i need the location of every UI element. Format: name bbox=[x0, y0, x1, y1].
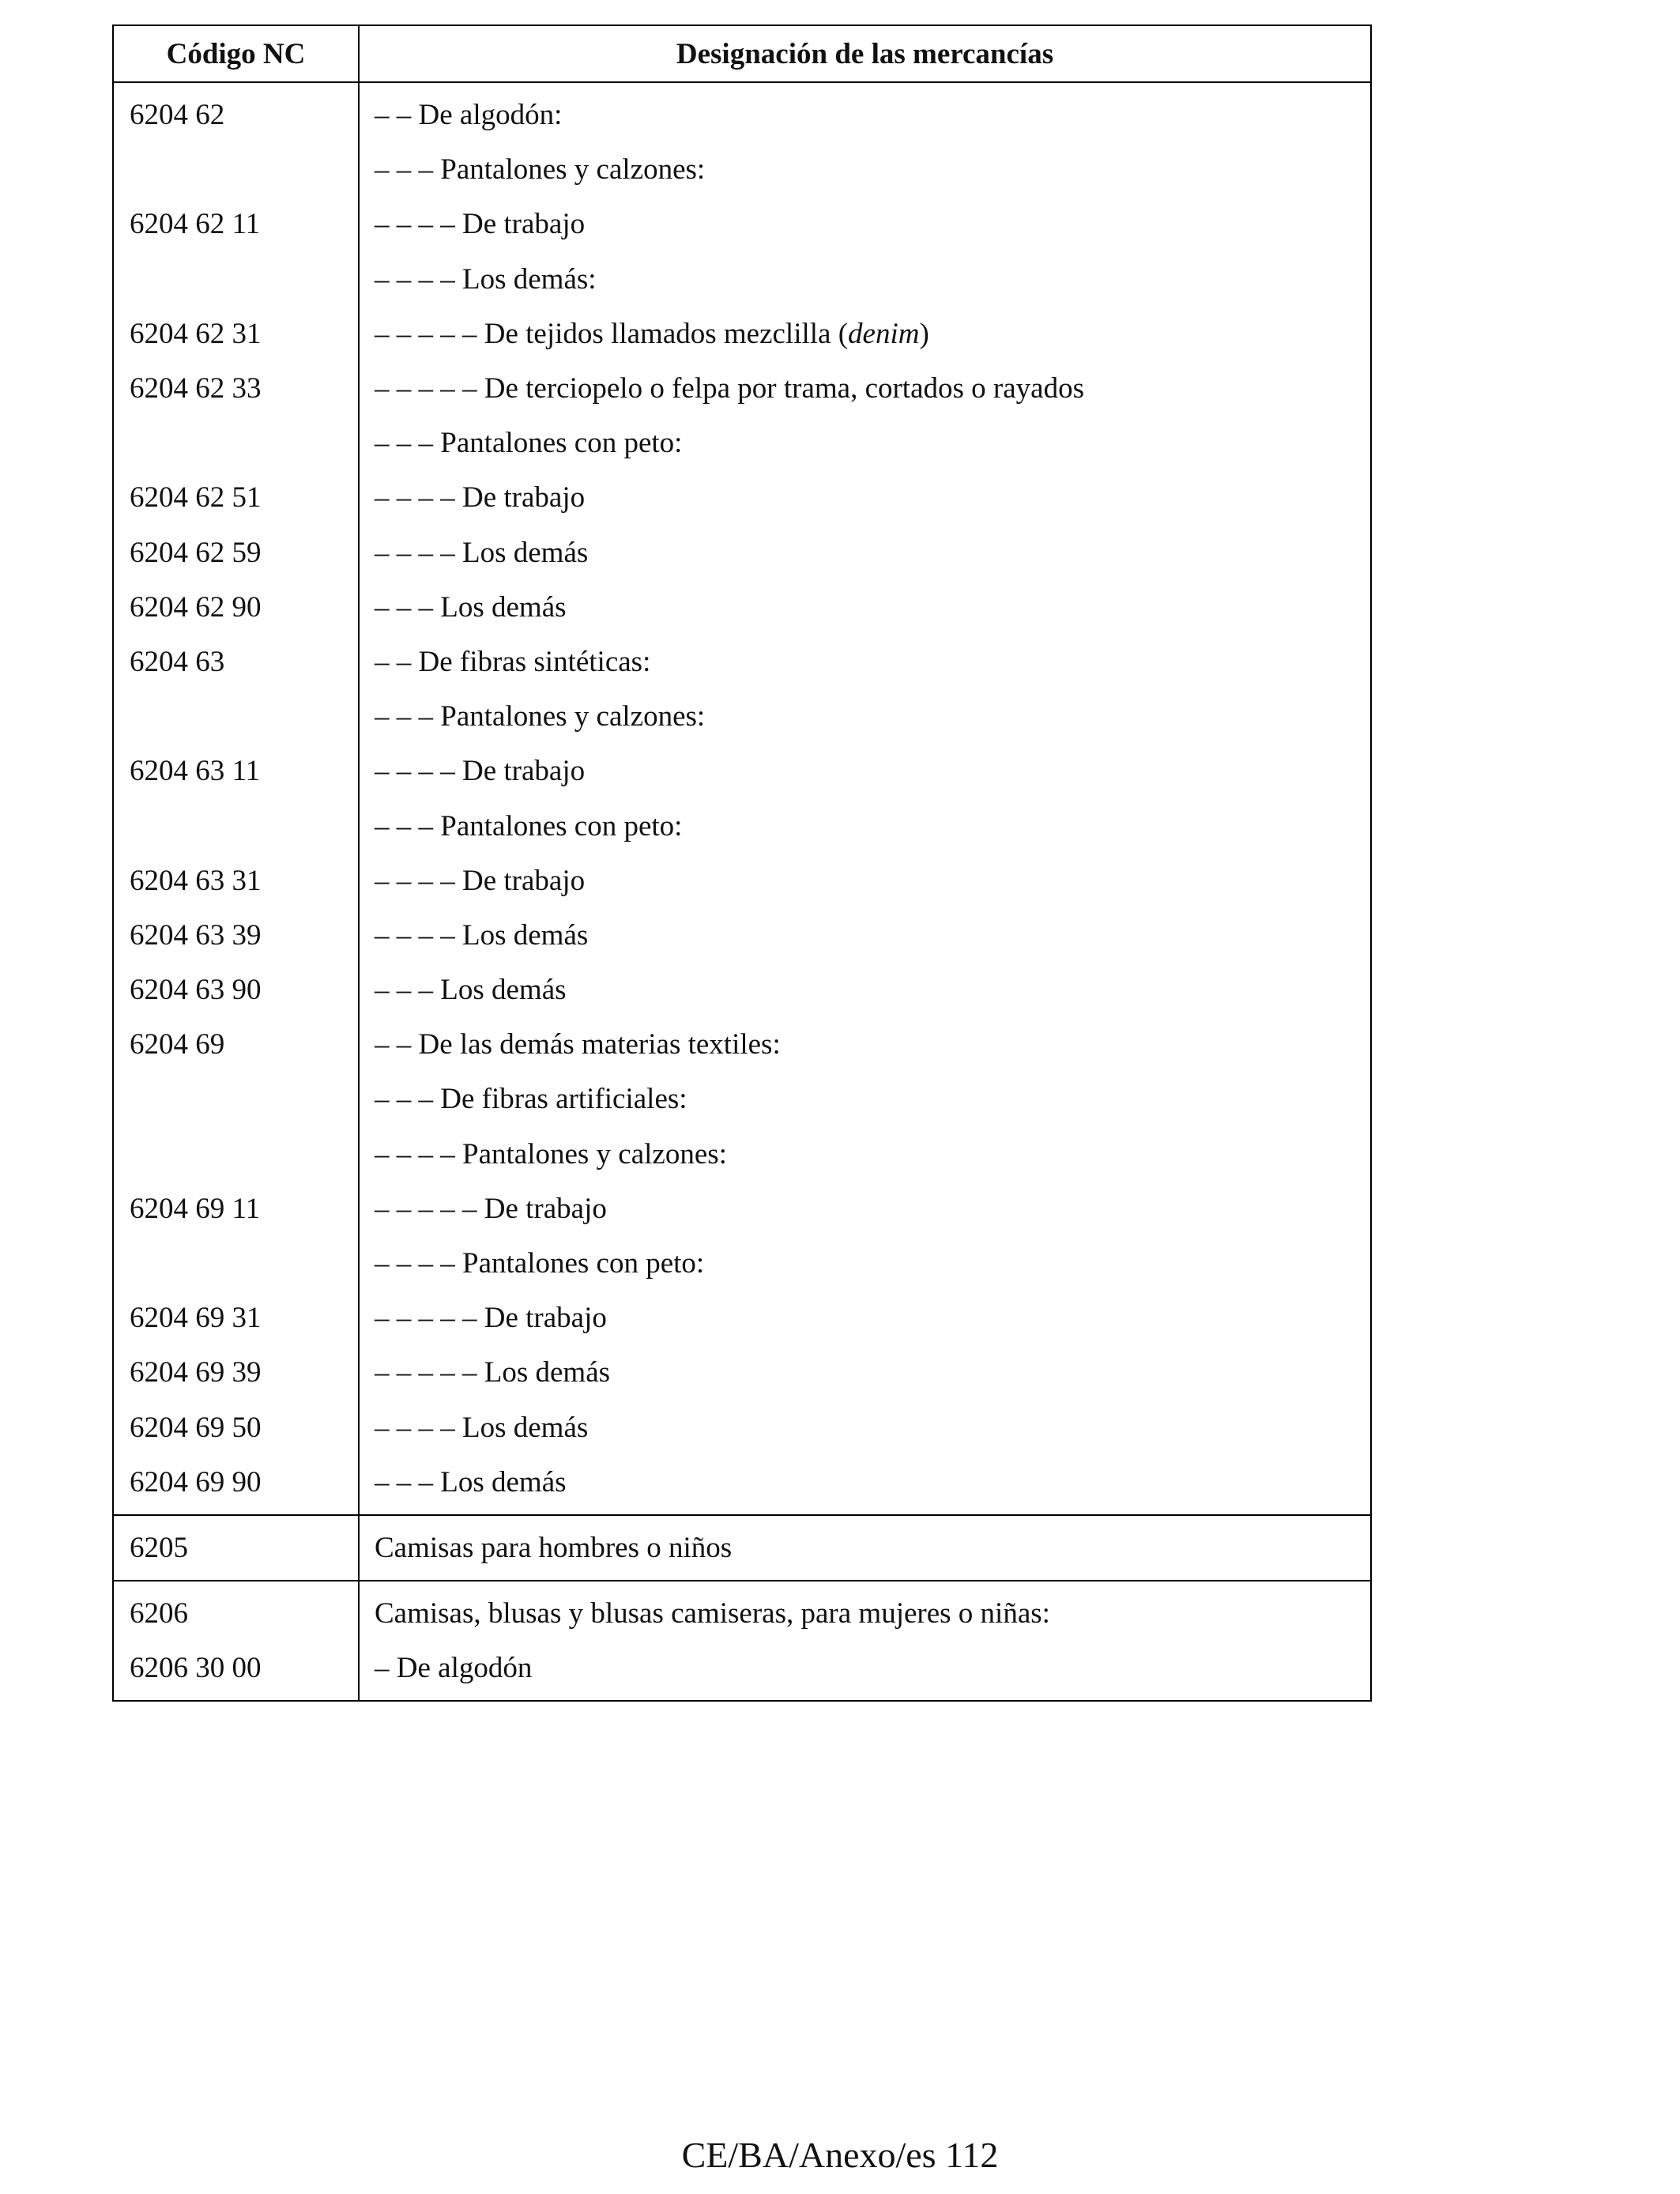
designation-text: – – – – Los demás bbox=[375, 1411, 589, 1444]
designation-cell bbox=[359, 689, 1371, 744]
table-row bbox=[113, 1072, 1371, 1126]
designation-text: – – – Los demás bbox=[375, 974, 567, 1007]
designation-cell bbox=[359, 1400, 1371, 1455]
table-row bbox=[113, 142, 1371, 197]
designation-text: – De algodón bbox=[375, 1652, 533, 1685]
designation-text: – – – – – De tejidos llamados mezclilla ( bbox=[375, 317, 849, 350]
cn-code-cell: 6204 62 90 bbox=[113, 580, 359, 635]
header-code: Código NC bbox=[113, 25, 359, 82]
designation-cell bbox=[359, 1581, 1371, 1641]
designation-text: – – – Pantalones y calzones: bbox=[375, 153, 706, 187]
designation-text: – – – De fibras artificiales: bbox=[375, 1083, 687, 1116]
cn-code-cell bbox=[113, 798, 359, 853]
table-row bbox=[113, 1236, 1371, 1291]
cn-code-cell: 6205 bbox=[113, 1515, 359, 1581]
designation-cell bbox=[359, 197, 1371, 251]
tariff-table bbox=[112, 25, 1372, 1702]
table-group bbox=[113, 1581, 1371, 1701]
table-row bbox=[113, 798, 1371, 853]
cn-code-cell: 6204 63 11 bbox=[113, 744, 359, 798]
cn-code-cell: 6204 69 bbox=[113, 1017, 359, 1072]
cn-code-cell: 6204 69 11 bbox=[113, 1182, 359, 1236]
table-row bbox=[113, 1017, 1371, 1072]
cn-code-cell bbox=[113, 689, 359, 744]
table-header bbox=[113, 25, 1371, 82]
designation-text-suffix: ) bbox=[919, 317, 929, 350]
designation-text: – – – – Los demás bbox=[375, 536, 589, 569]
designation-cell bbox=[359, 908, 1371, 963]
designation-cell bbox=[359, 1641, 1371, 1701]
designation-text: – – – Pantalones con peto: bbox=[375, 427, 683, 460]
cn-code-cell: 6204 62 11 bbox=[113, 197, 359, 251]
designation-text: – – – – De trabajo bbox=[375, 864, 586, 897]
designation-text: – – – Los demás bbox=[375, 1465, 567, 1498]
cn-code-cell: 6204 63 bbox=[113, 635, 359, 689]
designation-cell bbox=[359, 798, 1371, 853]
cn-code-cell bbox=[113, 1236, 359, 1291]
designation-cell bbox=[359, 526, 1371, 580]
designation-text: – – De algodón: bbox=[375, 99, 563, 132]
designation-text: – – – Los demás bbox=[375, 590, 567, 624]
table-row bbox=[113, 197, 1371, 251]
designation-cell bbox=[359, 470, 1371, 525]
cn-code-cell bbox=[113, 142, 359, 197]
table-row bbox=[113, 82, 1371, 142]
table-row bbox=[113, 307, 1371, 361]
designation-text: – – – – De trabajo bbox=[375, 755, 586, 788]
designation-cell bbox=[359, 1455, 1371, 1515]
designation-cell bbox=[359, 82, 1371, 142]
cn-code-cell: 6204 69 39 bbox=[113, 1345, 359, 1400]
designation-text: – – De las demás materias textiles: bbox=[375, 1028, 781, 1061]
designation-text: – – – – Los demás bbox=[375, 918, 589, 952]
designation-italic-term: denim bbox=[848, 317, 920, 350]
cn-code-cell: 6204 63 90 bbox=[113, 963, 359, 1017]
designation-cell bbox=[359, 744, 1371, 798]
table-row bbox=[113, 854, 1371, 908]
designation-text: – – – – De trabajo bbox=[375, 481, 586, 515]
designation-cell bbox=[359, 416, 1371, 470]
table-row bbox=[113, 1581, 1371, 1641]
cn-code-cell: 6206 30 00 bbox=[113, 1641, 359, 1701]
designation-text: – – De fibras sintéticas: bbox=[375, 645, 651, 678]
cn-code-cell: 6204 63 39 bbox=[113, 908, 359, 963]
cn-code-cell: 6204 62 51 bbox=[113, 470, 359, 525]
designation-cell bbox=[359, 963, 1371, 1017]
designation-text: – – – – Pantalones y calzones: bbox=[375, 1137, 727, 1171]
designation-cell bbox=[359, 1017, 1371, 1072]
cn-code-cell bbox=[113, 1072, 359, 1126]
designation-cell bbox=[359, 252, 1371, 307]
table-row bbox=[113, 1291, 1371, 1345]
table-row bbox=[113, 1182, 1371, 1236]
table-row bbox=[113, 1400, 1371, 1455]
table-row bbox=[113, 526, 1371, 580]
designation-text: – – – – Los demás: bbox=[375, 262, 597, 296]
table-row bbox=[113, 908, 1371, 963]
cn-code-cell: 6204 62 59 bbox=[113, 526, 359, 580]
table-row bbox=[113, 1515, 1371, 1581]
table-group bbox=[113, 82, 1371, 1515]
table-row bbox=[113, 1345, 1371, 1400]
table-row bbox=[113, 252, 1371, 307]
table-row bbox=[113, 744, 1371, 798]
designation-cell bbox=[359, 1345, 1371, 1400]
cn-code-cell bbox=[113, 252, 359, 307]
designation-cell bbox=[359, 854, 1371, 908]
designation-cell bbox=[359, 635, 1371, 689]
designation-cell bbox=[359, 361, 1371, 416]
table-group bbox=[113, 1515, 1371, 1581]
table-row bbox=[113, 635, 1371, 689]
cn-code-cell: 6204 69 50 bbox=[113, 1400, 359, 1455]
designation-cell bbox=[359, 307, 1371, 361]
designation-text: – – – – – De trabajo bbox=[375, 1192, 607, 1225]
cn-code-cell bbox=[113, 416, 359, 470]
designation-text: – – – – – Los demás bbox=[375, 1356, 611, 1389]
designation-cell bbox=[359, 142, 1371, 197]
designation-cell bbox=[359, 1291, 1371, 1345]
cn-code-cell: 6204 62 33 bbox=[113, 361, 359, 416]
designation-text: – – – Pantalones con peto: bbox=[375, 809, 683, 843]
designation-text: – – – – Pantalones con peto: bbox=[375, 1247, 705, 1280]
header-row bbox=[113, 25, 1371, 82]
header-designation: Designación de las mercancías bbox=[359, 25, 1371, 82]
designation-cell bbox=[359, 1072, 1371, 1126]
table-row bbox=[113, 470, 1371, 525]
designation-text: – – – – – De trabajo bbox=[375, 1302, 607, 1335]
cn-code-cell: 6204 69 31 bbox=[113, 1291, 359, 1345]
cn-code-cell: 6204 62 bbox=[113, 82, 359, 142]
designation-cell bbox=[359, 1182, 1371, 1236]
cn-code-cell bbox=[113, 1127, 359, 1182]
page-footer-reference: CE/BA/Anexo/es 112 bbox=[681, 2135, 999, 2175]
designation-cell bbox=[359, 580, 1371, 635]
designation-cell bbox=[359, 1515, 1371, 1581]
table-row bbox=[113, 361, 1371, 416]
table-row bbox=[113, 580, 1371, 635]
designation-cell bbox=[359, 1236, 1371, 1291]
cn-code-cell: 6206 bbox=[113, 1581, 359, 1641]
table-row bbox=[113, 689, 1371, 744]
cn-code-cell: 6204 69 90 bbox=[113, 1455, 359, 1515]
table-row bbox=[113, 1127, 1371, 1182]
table-row bbox=[113, 1455, 1371, 1515]
designation-text: – – – – De trabajo bbox=[375, 208, 586, 241]
designation-cell bbox=[359, 1127, 1371, 1182]
table-row bbox=[113, 963, 1371, 1017]
designation-text: Camisas para hombres o niños bbox=[375, 1531, 733, 1564]
table-row bbox=[113, 1641, 1371, 1701]
cn-code-cell: 6204 63 31 bbox=[113, 854, 359, 908]
designation-text: Camisas, blusas y blusas camiseras, para mujeres o niñas: bbox=[375, 1597, 1050, 1630]
table-row bbox=[113, 416, 1371, 470]
designation-text: – – – – – De terciopelo o felpa por trama, cortados o rayados bbox=[375, 372, 1084, 405]
cn-code-cell: 6204 62 31 bbox=[113, 307, 359, 361]
designation-text: – – – Pantalones y calzones: bbox=[375, 700, 706, 733]
